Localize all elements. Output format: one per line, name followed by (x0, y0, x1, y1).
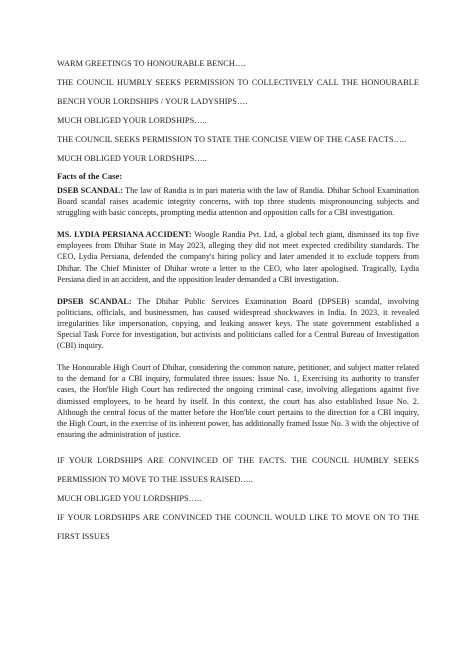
paragraph-text: The law of Randia is in pari materia with the law of Randia. Dhihar School Examination Board scandal raises academic integrity concerns, with top three students mispronouncing subjects and struggling with basic concepts, prompting media attention and opposition calls for a CBI investigation. (57, 186, 419, 218)
paragraph-lead: DSEB SCANDAL: (57, 186, 123, 195)
document-page (57, 54, 419, 546)
greeting-line: WARM GREETINGS TO HONOURABLE BENCH…. (57, 59, 246, 68)
concise-view-request-line: THE COUNCIL SEEKS PERMISSION TO STATE THE CONCISE VIEW OF THE CASE FACTS….. (57, 135, 407, 144)
paragraph-lead: MS. LYDIA PERSIANA ACCIDENT: (57, 230, 192, 240)
paragraph-lead: DPSEB SCANDAL: (57, 296, 132, 306)
obliged-line: MUCH OBLIGED YOU LORDSHIPS….. (57, 493, 202, 503)
move-to-issues-line: IF YOUR LORDSHIPS ARE CONVINCED THE COUNCIL WOULD LIKE TO MOVE ON TO THE FIRST ISSUES (57, 512, 419, 541)
fact-paragraph-dpseb (57, 296, 419, 351)
convinced-facts-line: IF YOUR LORDSHIPS ARE CONVINCED OF THE FACTS. THE COUNCIL HUMBLY SEEKS PERMISSION TO MOVE TO THE ISSUES RAISED….. (57, 455, 419, 484)
obliged-line: MUCH OBLIGED YOUR LORDSHIPS….. (57, 116, 207, 125)
fact-paragraph-dseb (57, 185, 419, 218)
fact-paragraph-accident (57, 229, 419, 284)
paragraph-text: Woogle Randia Pvt. Ltd, a global tech giant, dismissed its top five employees from Dhihar State in May 2023, alleging they did not meet expected credibility standards. The CEO, Lydia Persiana, defended the company's hiring policy and later amended it to exclude toppers from Dhihar. The Chief Minister of Dhihar wrote a letter to the CEO, who later apologised. Tragically, Lydia Persiana died in an accident, and the opposition leader demanded a CBI investigation. (57, 230, 419, 284)
paragraph-text: The Honourable High Court of Dhihar, considering the common nature, petitioner, and subject matter related to the demand for a CBI inquiry, formulated three issues: Issue No. 1, Exercising its authority to transfer cases, the Hon'ble High Court has redirected the ongoing criminal case, involving allegations against five dismissed employees, to be heard by itself. In this context, the court has also established Issue No. 2. Although the central focus of the matter before the Hon'ble court pertains to the direction for a CBI inquiry, the High Court, in the exercise of its inherent power, has additionally framed Issue No. 3 with the objective of ensuring the administration of justice. (57, 363, 419, 439)
obliged-line: MUCH OBLIGED YOUR LORDSHIPS….. (57, 154, 207, 163)
permission-request-line: THE COUNCIL HUMBLY SEEKS PERMISSION TO COLLECTIVELY CALL THE HONOURABLE BENCH YOUR LORDSHIPS / YOUR LADYSHIPS…. (57, 78, 419, 106)
paragraph-text: The Dhihar Public Services Examination Board (DPSEB) scandal, involving politicians, officials, and businessmen, has caused widespread shockwaves in India. In 2023, it revealed irregularities like impersonation, copying, and leaking answer keys. The state government established a Special Task Force for investigation, but activists and politicians called for a Central Bureau of Investigation (CBI) inquiry. (57, 296, 419, 351)
fact-paragraph-high-court (57, 362, 419, 440)
facts-heading: Facts of the Case: (57, 171, 123, 181)
